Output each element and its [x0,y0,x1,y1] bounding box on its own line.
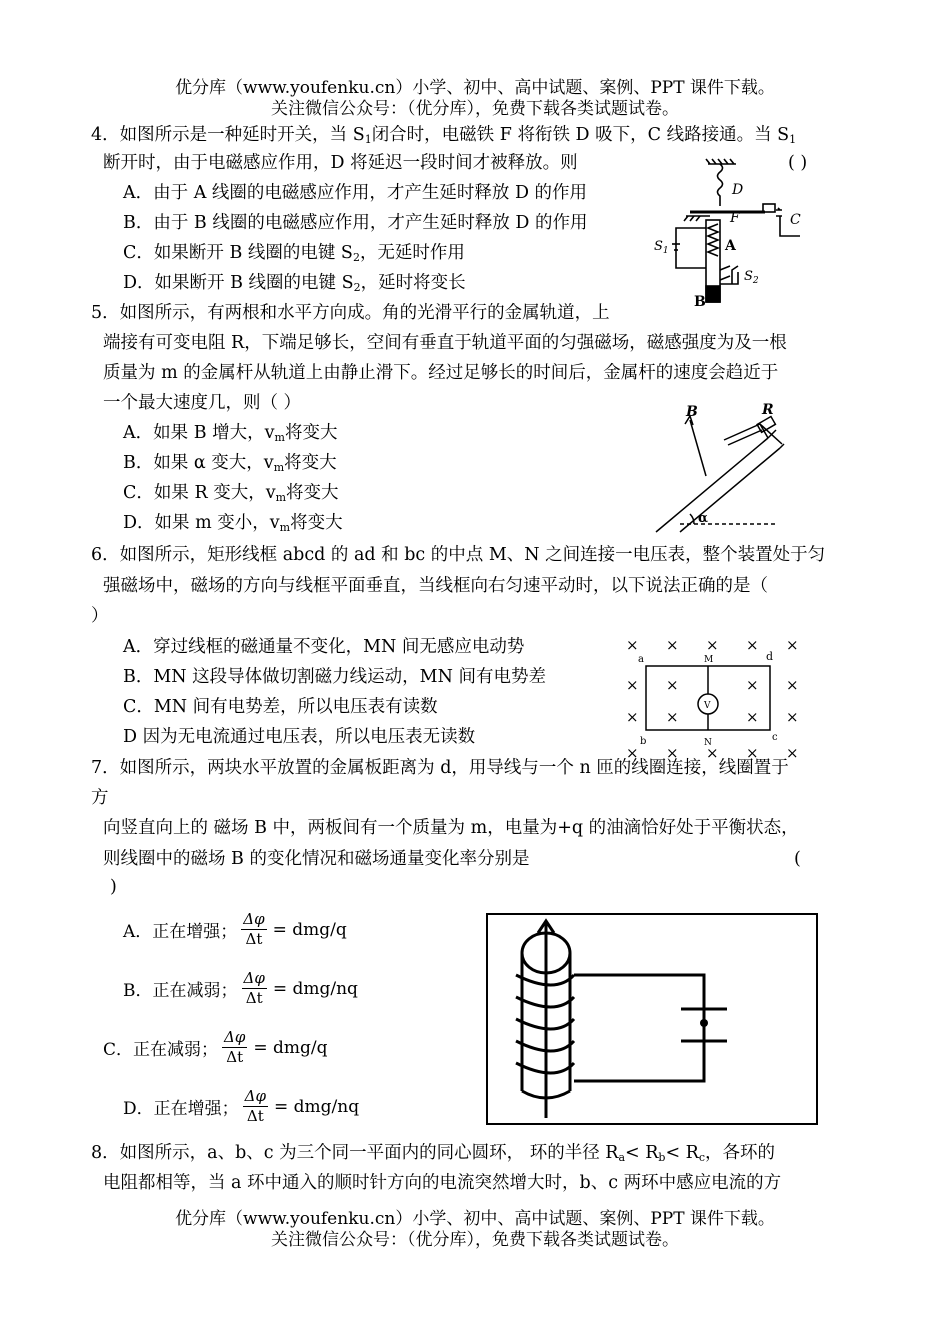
q6-label-a: a [638,654,644,665]
q8-stem-line-2: 电阻都相等，当 a 环中通入的顺时针方向的电流突然增大时，b、c 两环中感应电流的方 [103,1173,782,1193]
svg-text:×: × [666,676,679,694]
q7-option-b: B．正在减弱； $\frac{\Delta\varphi}{\Delta t}$ = dmg/nq [123,969,358,1007]
q4-option-b: B．由于 B 线圈的电磁感应作用，才产生延时释放 D 的作用 [123,213,588,233]
svg-text:×: × [626,744,639,762]
q7-stem-line-3: 则线圈中的磁场 B 的变化情况和磁场通量变化率分别是 [103,849,530,869]
svg-text:×: × [786,636,799,654]
q8-stem-line-1: 8．如图所示，a、b、c 为三个同一平面内的同心圆环， 环的半径 $R_a< R_b< R_c$，各环的 [91,1143,776,1164]
q4-delay-switch-figure [650,158,810,310]
q6-stem-line-3: ） [91,606,109,626]
footer-line-1: 优分库（www.youfenku.cn）小学、初中、高中试题、案例、PPT 课件下载。 [175,1209,775,1229]
q5-option-b: B．如果 α 变大，$v_m$将变大 [123,453,337,474]
q4-label-s1: $S_1$ [654,239,669,256]
q5-label-alpha: α [698,511,709,526]
q4-option-c: C．如果断开 B 线圈的电键 $S_2$，无延时作用 [123,243,465,264]
q5-label-r: R [762,402,774,418]
q5-option-d: D．如果 m 变小，$v_m$将变大 [123,513,343,534]
q4-label-b: B [694,294,706,310]
q7-option-d: D．正在增强； $\frac{\Delta\varphi}{\Delta t}$ = dmg/nq [123,1087,360,1125]
q7-stem-line-1: 7．如图所示，两块水平放置的金属板距离为 d，用导线与一个 n 匝的线圈连接，线圈置于 [91,758,789,778]
q6-label-n: N [704,738,712,748]
q4-label-a: A [725,238,736,254]
svg-text:×: × [626,676,639,694]
q6-loop-figure [618,632,808,762]
q6-label-m: M [704,655,714,665]
q7-stem-line-1b: 方 [91,788,109,808]
svg-text:×: × [746,744,759,762]
q4-stem-line-2: 断开时，由于电磁感应作用，D 将延迟一段时间才被释放。则 [103,153,578,173]
q7-paren-left: ( [794,849,801,869]
q6-label-d: d [766,650,774,663]
q5-stem-line-2: 端接有可变电阻 R，下端足够长，空间有垂直于轨道平面的匀强磁场，磁感强度为及一根 [103,333,787,353]
q6-voltmeter-label: V [704,701,711,711]
q5-label-b: B [686,404,698,420]
q6-option-c: C．MN 间有电势差，所以电压表有读数 [123,697,438,717]
q7-option-c: C．正在减弱； $\frac{\Delta\varphi}{\Delta t}$ = dmg/q [103,1028,328,1066]
svg-text:×: × [666,636,679,654]
q6-option-b: B．MN 这段导体做切割磁力线运动，MN 间有电势差 [123,667,546,687]
q5-option-c: C．如果 R 变大，$v_m$将变大 [123,483,339,504]
q6-option-a: A．穿过线框的磁通量不变化，MN 间无感应电动势 [123,637,525,657]
q4-label-d: D [732,182,744,198]
q6-option-d: D 因为无电流通过电压表，所以电压表无读数 [123,727,476,747]
svg-text:×: × [746,676,759,694]
svg-text:×: × [786,744,799,762]
q6-stem-line-2: 强磁场中，磁场的方向与线框平面垂直，当线框向右匀速平动时，以下说法正确的是（ [103,576,768,596]
svg-text:×: × [666,744,679,762]
q4-label-s2: $S_2$ [744,269,759,286]
q7-option-a: A．正在增强； $\frac{\Delta\varphi}{\Delta t}$ = dmg/q [123,910,347,948]
svg-text:×: × [746,636,759,654]
q6-stem-line-1: 6．如图所示，矩形线框 abcd 的 ad 和 bc 的中点 M、N 之间连接一电压表，整个装置处于匀 [91,545,826,565]
svg-text:×: × [786,708,799,726]
q4-stem-line-1: 4．如图所示是一种延时开关，当 $S_1$闭合时，电磁铁 F 将衔铁 D 吸下，C 线路接通。当 $S_1$ [91,125,797,146]
svg-text:×: × [746,708,759,726]
q4-label-f: F [730,210,740,226]
header-line-1: 优分库（www.youfenku.cn）小学、初中、高中试题、案例、PPT 课件下载。 [175,78,775,98]
q7-stem-line-2: 向竖直向上的 磁场 B 中，两板间有一个质量为 m，电量为+q 的油滴恰好处于平衡状态， [103,818,799,838]
q5-option-a: A．如果 B 增大，$v_m$将变大 [123,423,338,444]
q5-stem-line-1: 5．如图所示，有两根和水平方向成。角的光滑平行的金属轨道，上 [91,303,610,323]
q4-option-d: D．如果断开 B 线圈的电键 $S_2$，延时将变长 [123,273,466,294]
q5-stem-line-4: 一个最大速度几，则（ ） [103,393,302,413]
q5-stem-line-3: 质量为 m 的金属杆从轨道上由静止滑下。经过足够长的时间后，金属杆的速度会趋近于 [103,363,779,383]
svg-text:×: × [706,636,719,654]
q7-coil-capacitor-figure [486,913,819,1126]
header-line-2: 关注微信公众号：（优分库），免费下载各类试题试卷。 [271,99,679,119]
svg-text:×: × [626,708,639,726]
svg-text:×: × [626,636,639,654]
q7-paren-right: ) [110,877,117,897]
q4-option-a: A．由于 A 线圈的电磁感应作用，才产生延时释放 D 的作用 [123,183,588,203]
q6-label-b: b [640,736,647,747]
q4-answer-paren: ( ) [788,153,808,173]
q4-label-c: C [790,212,801,228]
svg-text:×: × [666,708,679,726]
svg-text:×: × [706,744,719,762]
svg-text:×: × [786,676,799,694]
footer-line-2: 关注微信公众号：（优分库），免费下载各类试题试卷。 [271,1230,679,1250]
q5-inclined-rails-figure [650,400,790,535]
q6-label-c: c [772,732,778,743]
